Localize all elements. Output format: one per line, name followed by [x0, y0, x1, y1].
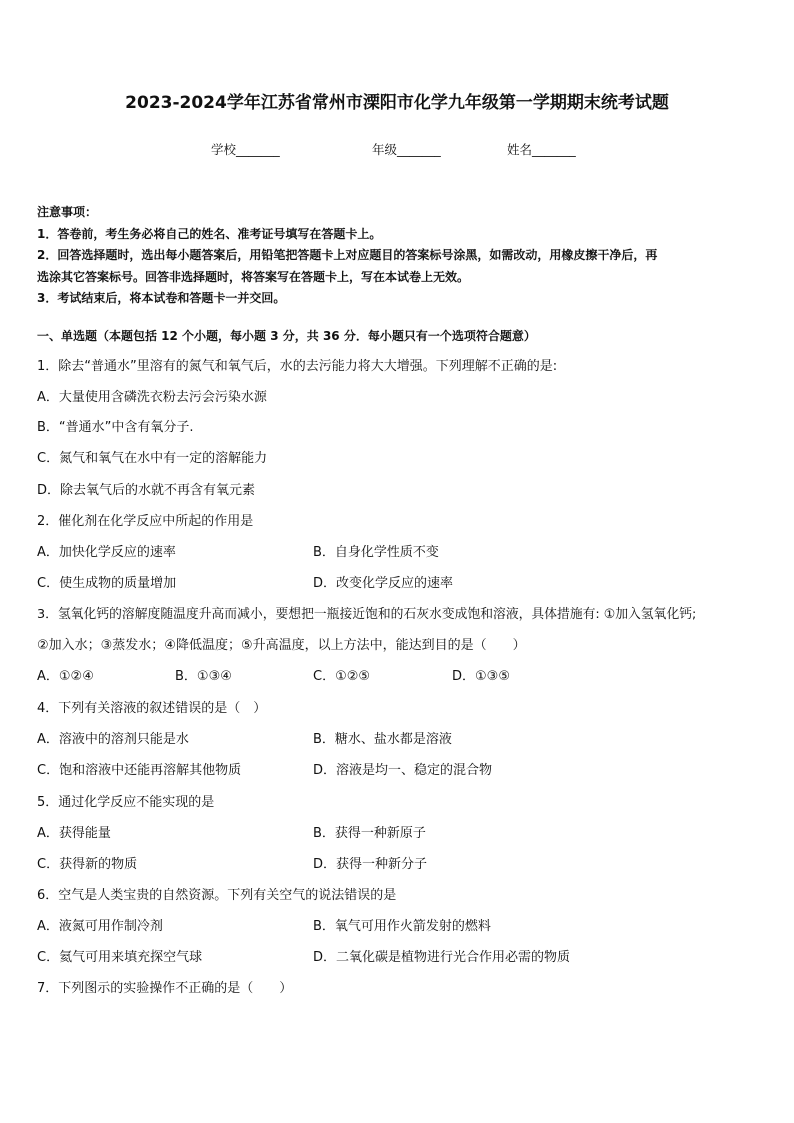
question-2-option-c: C．使生成物的质量增加 — [37, 576, 177, 591]
grade-field: 年级_______ — [372, 142, 441, 157]
question-5-stem: 5．通过化学反应不能实现的是 — [37, 795, 215, 810]
section-heading: 一、单选题（本题包括 12 个小题，每小题 3 分，共 36 分．每小题只有一个选项符合题意） — [37, 329, 536, 343]
question-5-option-b: B．获得一种新原子 — [313, 826, 426, 841]
exam-title: 2023-2024学年江苏省常州市溧阳市化学九年级第一学期期末统考试题 — [125, 93, 669, 113]
question-3-option-a: A．①②④ — [37, 669, 94, 684]
question-2-stem: 2．催化剂在化学反应中所起的作用是 — [37, 514, 254, 529]
question-3-option-c: C．①②⑤ — [313, 669, 371, 684]
question-6-option-b: B．氧气可用作火箭发射的燃料 — [313, 919, 491, 934]
question-5-option-d: D．获得一种新分子 — [313, 857, 428, 872]
question-1-option-a: A．大量使用含磷洗衣粉去污会污染水源 — [37, 390, 267, 405]
note-item: 1．答卷前，考生务必将自己的姓名、准考证号填写在答题卡上。 — [37, 226, 382, 241]
question-1-option-b: B．“普通水”中含有氧分子. — [37, 420, 194, 435]
note-item: 3．考试结束后，将本试卷和答题卡一并交回。 — [37, 291, 286, 305]
question-4-option-b: B．糖水、盐水都是溶液 — [313, 732, 452, 747]
question-5-option-c: C．获得新的物质 — [37, 857, 138, 872]
question-6-option-d: D．二氧化碳是植物进行光合作用必需的物质 — [313, 950, 571, 965]
question-3-stem: 3．氢氧化钙的溶解度随温度升高而减小，要想把一瓶接近饱和的石灰水变成饱和溶液，具体措施有: ①加入氢氧化钙; — [37, 607, 697, 622]
notes-heading: 注意事项： — [37, 205, 98, 219]
question-2-option-d: D．改变化学反应的速率 — [313, 576, 454, 591]
question-1-stem: 1．除去“普通水”里溶有的氮气和氧气后，水的去污能力将大大增强。下列理解不正确的是: — [37, 359, 558, 374]
note-item: 2．回答选择题时，选出每小题答案后，用铅笔把答题卡上对应题目的答案标号涂黑，如需改动，用橡皮擦干净后，再 — [37, 248, 658, 262]
question-5-option-a: A．获得能量 — [37, 826, 111, 841]
question-4-option-d: D．溶液是均一、稳定的混合物 — [313, 763, 493, 778]
exam-notes — [37, 202, 759, 310]
name-field: 姓名_______ — [507, 142, 576, 157]
question-7-stem: 7．下列图示的实验操作不正确的是（ ） — [37, 981, 293, 996]
question-3-option-d: D．①③⑤ — [452, 669, 510, 684]
question-4-option-a: A．溶液中的溶剂只能是水 — [37, 732, 189, 747]
question-4-option-c: C．饱和溶液中还能再溶解其他物质 — [37, 763, 242, 778]
question-1-option-d: D．除去氧气后的水就不再含有氧元素 — [37, 483, 256, 498]
note-item: 选涂其它答案标号。回答非选择题时，将答案写在答题卡上，写在本试卷上无效。 — [37, 269, 470, 284]
school-field: 学校_______ — [211, 142, 280, 157]
question-1-option-c: C．氮气和氧气在水中有一定的溶解能力 — [37, 451, 268, 466]
question-6-option-a: A．液氮可用作制冷剂 — [37, 919, 163, 934]
question-3-stem-continued: ②加入水；③蒸发水；④降低温度；⑤升高温度，以上方法中，能达到目的是（ ） — [37, 638, 526, 653]
question-4-stem: 4．下列有关溶液的叙述错误的是（ ） — [37, 701, 267, 716]
question-3-option-b: B．①③④ — [175, 669, 232, 684]
question-6-option-c: C．氦气可用来填充探空气球 — [37, 950, 203, 965]
question-6-stem: 6．空气是人类宝贵的自然资源。下列有关空气的说法错误的是 — [37, 888, 397, 903]
question-2-option-b: B．自身化学性质不变 — [313, 545, 439, 560]
question-2-option-a: A．加快化学反应的速率 — [37, 545, 176, 560]
